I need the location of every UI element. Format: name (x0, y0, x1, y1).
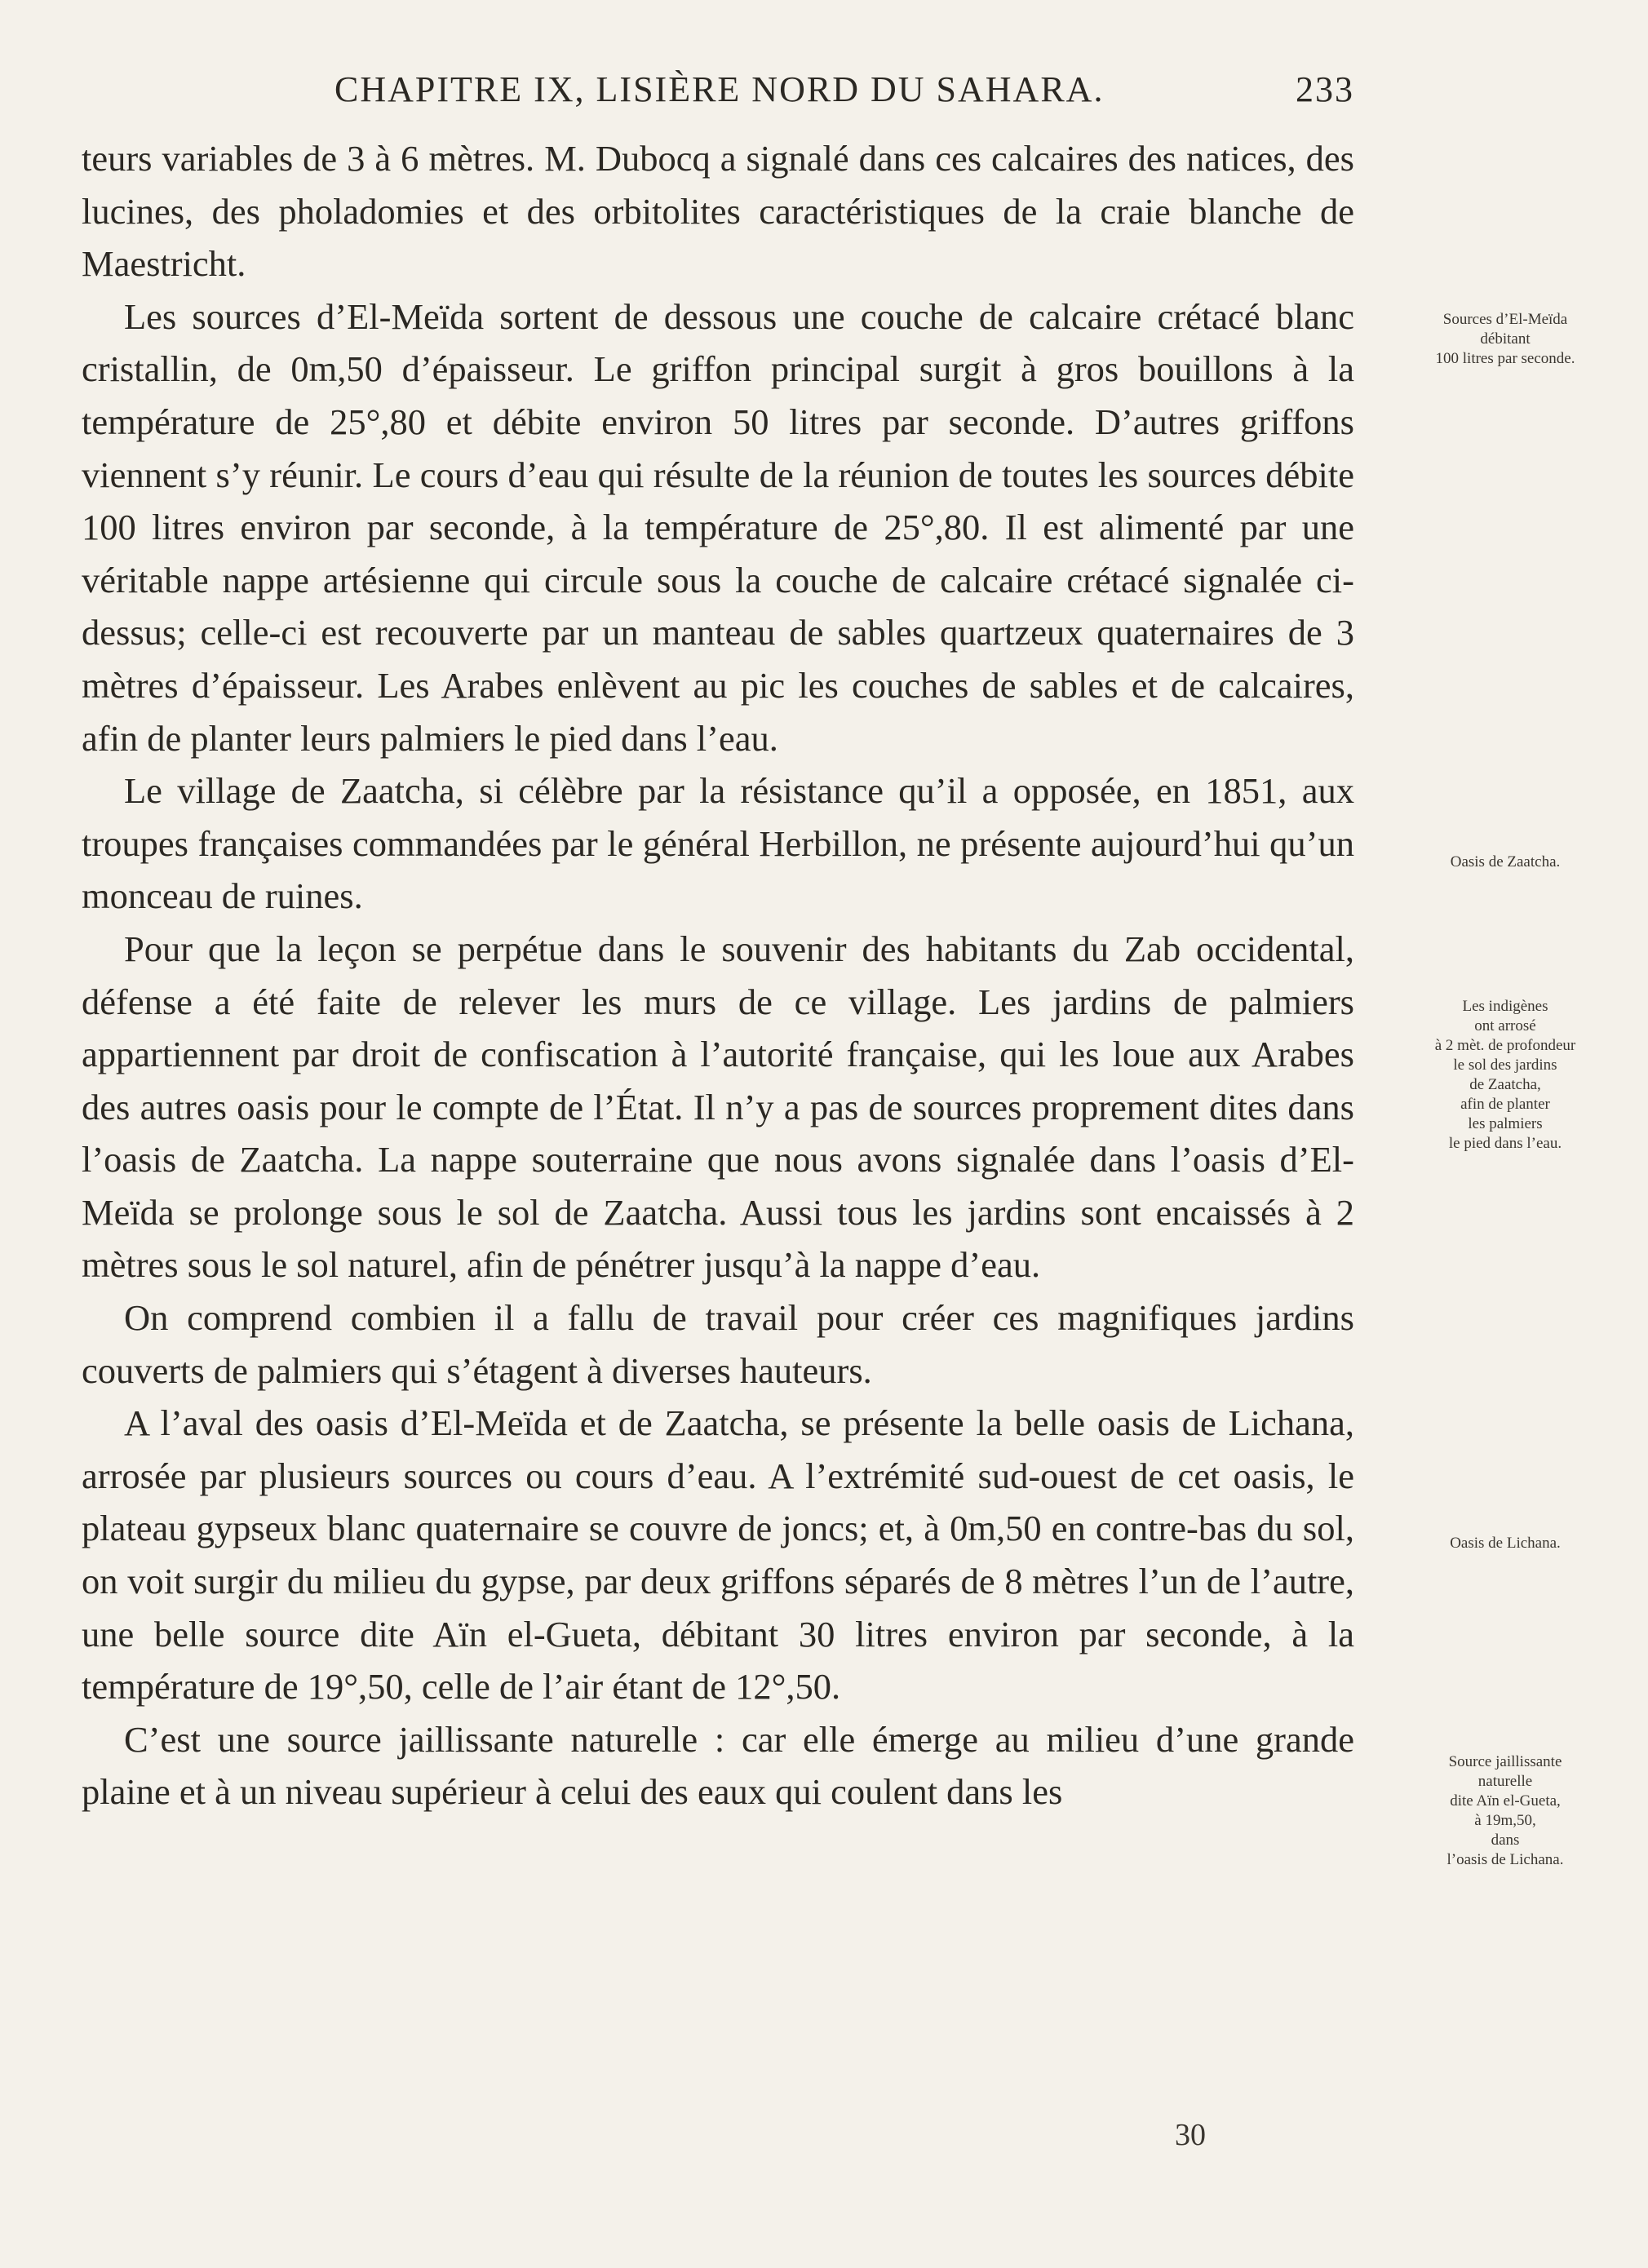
margin-note-line: Source jaillissante (1448, 1753, 1562, 1770)
margin-note-line: ont arrosé (1474, 1017, 1536, 1034)
margin-note-line: Les indigènes (1462, 998, 1548, 1015)
margin-note-line: Oasis de Lichana. (1450, 1535, 1561, 1552)
margin-note-line: à 19m,50, (1474, 1812, 1536, 1829)
margin-note-line: dite Aïn el-Gueta, (1450, 1792, 1561, 1810)
margin-note-line: débitant (1480, 330, 1531, 348)
paragraph: Le village de Zaatcha, si célèbre par la résistance qu’il a opposée, en 1851, aux troupes françaises commandées par le général Herbillon, ne présente aujourd’hui qu’un monceau de ruines. (82, 770, 1354, 917)
margin-note-sources-el-meida (1383, 310, 1628, 369)
margin-note-line: naturelle (1477, 1773, 1533, 1790)
margin-note-line: le sol des jardins (1453, 1056, 1557, 1074)
chapter-title: CHAPITRE IX, LISIÈRE NORD DU SAHARA. (334, 69, 1105, 109)
margin-note-oasis-lichana (1383, 1534, 1628, 1553)
margin-note-line: afin de planter (1460, 1096, 1550, 1113)
margin-note-source-jaillissante (1383, 1752, 1628, 1870)
paragraph: Les sources d’El-Meïda sortent de dessous une couche de calcaire crétacé blanc cristallin, de 0m,50 d’épaisseur. Le griffon principal surgit à gros bouillons à la température de 25°,80 et débite environ 50 litres par seconde. D’autres griffons viennent s’y réunir. Le cours d’eau qui résulte de la réunion de toutes les sources débite 100 litres environ par seconde, à la température de 25°,80. Il est alimenté par une véritable nappe artésienne qui circule sous la couche de calcaire crétacé signalée ci-dessus; celle-ci est recouverte par un manteau de sables quartzeux quaternaires de 3 mètres d’épaisseur. Les Arabes enlèvent au pic les couches de sables et de calcaires, afin de planter leurs palmiers le pied dans l’eau. (82, 295, 1354, 759)
running-header (82, 69, 1354, 117)
margin-note-oasis-zaatcha (1383, 853, 1628, 872)
body-text (82, 132, 1354, 1818)
paragraph: A l’aval des oasis d’El-Meïda et de Zaatcha, se présente la belle oasis de Lichana, arrosée par plusieurs sources ou cours d’eau. A l’extrémité sud-ouest de cet oasis, le plateau gypseux blanc quaternaire se couvre de joncs; et, à 0m,50 en contre-bas du sol, on voit surgir du milieu du gypse, par deux griffons séparés de 8 mètres l’un de l’autre, une belle source dite Aïn el-Gueta, débitant 30 litres environ par seconde, à la température de 19°,50, celle de l’air étant de 12°,50. (82, 1402, 1354, 1708)
signature-mark: 30 (1175, 2118, 1206, 2152)
margin-note-line: 100 litres par seconde. (1435, 350, 1575, 367)
margin-note-line: les palmiers (1468, 1115, 1543, 1132)
page-number: 233 (1296, 69, 1354, 109)
margin-note-line: de Zaatcha, (1469, 1076, 1541, 1093)
margin-note-line: l’oasis de Lichana. (1446, 1851, 1564, 1868)
margin-note-line: Sources d’El-Meïda (1442, 311, 1568, 328)
margin-note-indigenes (1383, 997, 1628, 1154)
margin-note-line: le pied dans l’eau. (1448, 1135, 1562, 1152)
paragraph: teurs variables de 3 à 6 mètres. M. Dubocq a signalé dans ces calcaires des natices, des lucines, des pholadomies et des orbitolites caractéristiques de la craie blanche de Maestricht. (82, 138, 1354, 285)
paragraph: On comprend combien il a fallu de travail pour créer ces magnifiques jardins couverts de palmiers qui s’étagent à diverses hauteurs. (82, 1297, 1354, 1391)
margin-note-line: dans (1491, 1832, 1520, 1849)
margin-note-line: Oasis de Zaatcha. (1450, 853, 1561, 870)
paragraph: C’est une source jaillissante naturelle : car elle émerge au milieu d’une grande plaine et à un niveau supérieur à celui des eaux qui coulent dans les (82, 1718, 1354, 1813)
margin-note-line: à 2 mèt. de profondeur (1434, 1037, 1576, 1054)
paragraph: Pour que la leçon se perpétue dans le souvenir des habitants du Zab occidental, défense a été faite de relever les murs de ce village. Les jardins de palmiers appartiennent par droit de confiscation à l’autorité française, qui les loue aux Arabes des autres oasis pour le compte de l’État. Il n’y a pas de sources proprement dites dans l’oasis de Zaatcha. La nappe souterraine que nous avons signalée dans l’oasis d’El-Meïda se prolonge sous le sol de Zaatcha. Aussi tous les jardins sont encaissés à 2 mètres sous le sol naturel, afin de pénétrer jusqu’à la nappe d’eau. (82, 928, 1354, 1286)
